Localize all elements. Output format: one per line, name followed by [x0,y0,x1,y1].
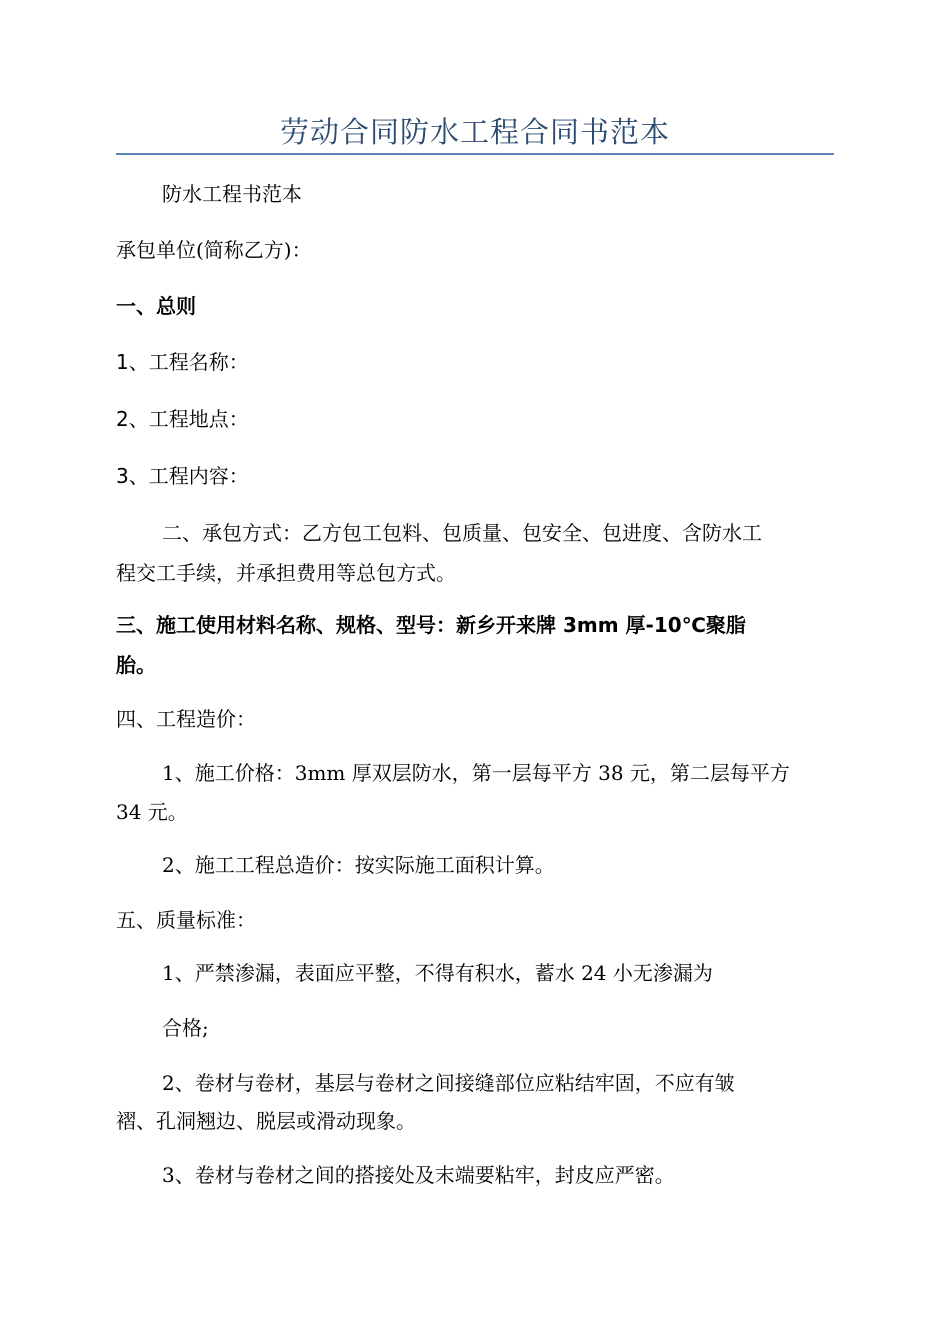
paragraph-quality-2-line2: 褶、孔洞翘边、脱层或滑动现象。 [116,1109,416,1133]
paragraph-subtitle: 防水工程书范本 [162,182,302,206]
paragraph-contract-method-line2: 程交工手续，并承担费用等总包方式。 [116,561,456,585]
paragraph-project-name [116,342,834,382]
paragraph-project-location [116,399,834,439]
section-heading-materials-line1: 三、施工使用材料名称、规格、型号：新乡开来牌 3mm 厚-10℃聚脂 [116,613,746,637]
paragraph-contractor: 承包单位(简称乙方)： [116,238,312,262]
title-underline [116,153,834,155]
project-location-text: 2、工程地点： [116,407,249,431]
paragraph-price-line2: 34 元。 [116,800,188,824]
paragraph-quality-3: 3、卷材与卷材之间的搭接处及末端要粘牢，封皮应严密。 [162,1163,675,1187]
project-content-text: 3、工程内容： [116,464,249,488]
paragraph-price-line1: 1、施工价格：3mm 厚双层防水，第一层每平方 38 元，第二层每平方 [162,761,790,785]
project-name-text: 1、工程名称： [116,350,249,374]
section-heading-materials-line2: 胎。 [116,653,156,677]
document-title: 劳动合同防水工程合同书范本 [279,115,670,149]
paragraph-contract-method-line1: 二、承包方式：乙方包工包料、包质量、包安全、包进度、含防水工 [162,521,762,545]
section-heading-general: 一、总则 [116,294,196,318]
paragraph-quality-2-line1: 2、卷材与卷材，基层与卷材之间接缝部位应粘结牢固，不应有皱 [162,1071,735,1095]
section-heading-cost: 四、工程造价： [116,707,256,731]
paragraph-quality-1: 1、严禁渗漏，表面应平整，不得有积水，蓄水 24 小无渗漏为 [162,961,713,985]
section-heading-quality: 五、质量标准： [116,908,256,932]
paragraph-quality-1-cont: 合格; [162,1016,209,1040]
paragraph-project-content [116,456,834,496]
paragraph-total-cost: 2、施工工程总造价：按实际施工面积计算。 [162,853,555,877]
